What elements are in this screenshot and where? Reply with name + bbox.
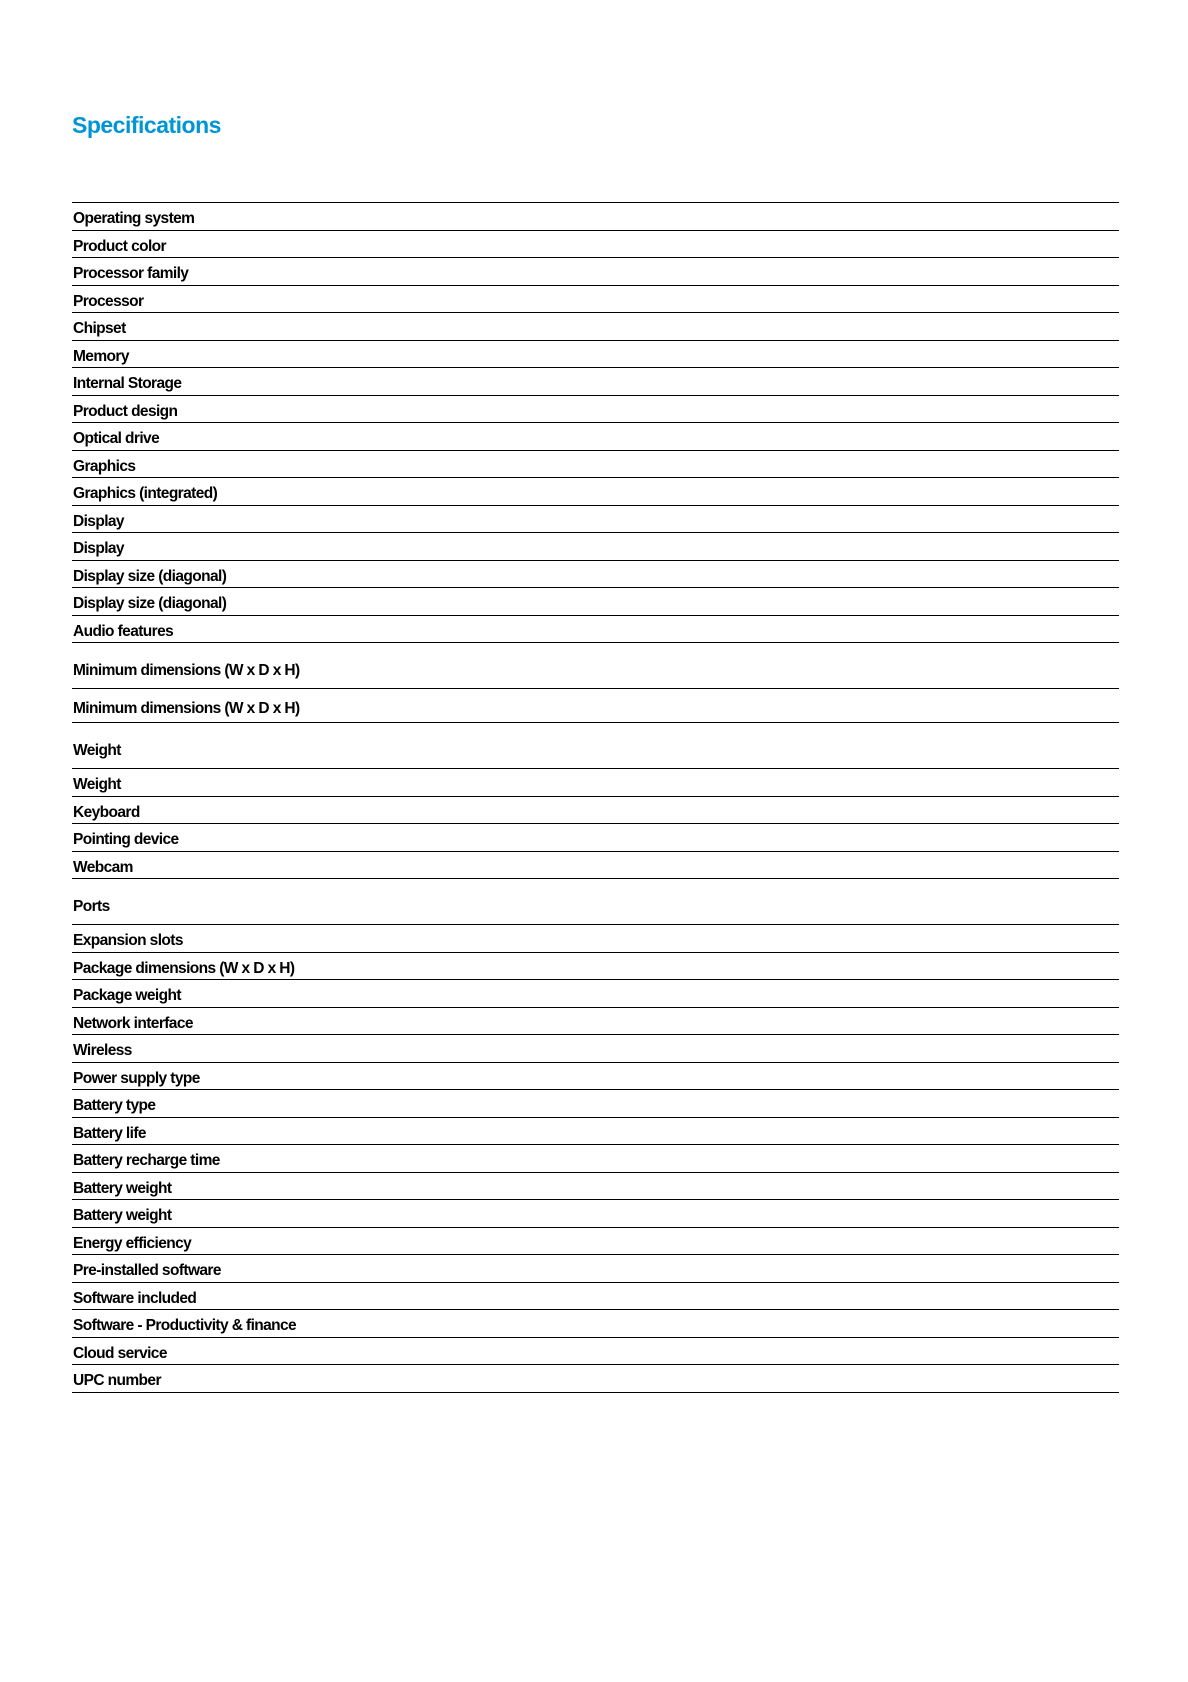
spec-row-battery-recharge-time — [72, 1145, 1119, 1173]
spec-label: Memory — [73, 347, 129, 365]
spec-label: Battery type — [73, 1097, 156, 1114]
spec-label: Battery recharge time — [73, 1152, 220, 1169]
spec-row-energy-efficiency — [72, 1228, 1119, 1256]
spec-label: UPC number — [73, 1372, 161, 1389]
spec-label: Processor family — [73, 265, 189, 282]
spec-label: Optical drive — [73, 430, 160, 447]
spec-row-audio-features — [72, 616, 1119, 644]
spec-label: Graphics — [73, 457, 136, 475]
spec-label: Pre-installed software — [73, 1262, 221, 1279]
spec-row-keyboard — [72, 797, 1119, 825]
spec-label: Package dimensions (W x D x H) — [73, 959, 295, 977]
spec-row-display-size — [72, 561, 1119, 589]
spec-row-battery-type — [72, 1090, 1119, 1118]
spec-row-ports — [72, 879, 1119, 925]
spec-row-network-interface — [72, 1008, 1119, 1036]
spec-row-internal-storage — [72, 368, 1119, 396]
spec-row-processor — [72, 286, 1119, 314]
spec-row-battery-life — [72, 1118, 1119, 1146]
spec-row-expansion-slots — [72, 925, 1119, 953]
spec-label: Processor — [73, 292, 144, 310]
spec-row-operating-system — [72, 203, 1119, 231]
spec-row-pre-installed-software — [72, 1255, 1119, 1283]
spec-row-display — [72, 506, 1119, 534]
page-title: Specifications — [72, 112, 221, 138]
spec-row-pointing-device — [72, 824, 1119, 852]
spec-label: Audio features — [73, 622, 174, 640]
spec-row-software-productivity — [72, 1310, 1119, 1338]
spec-label: Internal Storage — [73, 375, 182, 392]
spec-row-weight — [72, 769, 1119, 797]
spec-label: Weight — [73, 741, 121, 759]
spec-label: Battery weight — [73, 1179, 172, 1197]
spec-row-wireless — [72, 1035, 1119, 1063]
spec-label: Expansion slots — [73, 932, 183, 949]
spec-row-processor-family — [72, 258, 1119, 286]
spec-label: Software - Productivity & finance — [73, 1317, 297, 1334]
spec-label: Network interface — [73, 1014, 193, 1032]
spec-label: Product color — [73, 237, 166, 255]
spec-label: Weight — [73, 776, 121, 793]
spec-label: Minimum dimensions (W x D x H) — [73, 661, 300, 679]
spec-row-graphics — [72, 451, 1119, 479]
spec-label: Keyboard — [73, 803, 140, 821]
spec-label: Product design — [73, 402, 178, 420]
spec-label: Display — [73, 512, 124, 530]
spec-row-package-weight — [72, 980, 1119, 1008]
spec-row-webcam — [72, 852, 1119, 880]
spec-row-software-included — [72, 1283, 1119, 1311]
spec-label: Display size (diagonal) — [73, 567, 227, 585]
spec-row-package-dimensions — [72, 953, 1119, 981]
spec-label: Ports — [73, 897, 110, 915]
spec-table — [72, 202, 1119, 1393]
spec-row-memory — [72, 341, 1119, 369]
spec-row-power-supply-type — [72, 1063, 1119, 1091]
spec-row-battery-weight — [72, 1200, 1119, 1228]
spec-label: Graphics (integrated) — [73, 485, 218, 502]
spec-label: Webcam — [73, 858, 133, 876]
spec-row-minimum-dimensions — [72, 689, 1119, 723]
spec-row-cloud-service — [72, 1338, 1119, 1366]
spec-label: Pointing device — [73, 831, 179, 848]
spec-label: Battery life — [73, 1124, 146, 1142]
spec-label: Display — [73, 540, 124, 557]
spec-label: Operating system — [73, 210, 195, 227]
spec-label: Cloud service — [73, 1344, 167, 1362]
spec-label: Energy efficiency — [73, 1234, 192, 1252]
spec-row-display-size — [72, 588, 1119, 616]
spec-label: Package weight — [73, 987, 181, 1004]
spec-label: Wireless — [73, 1042, 132, 1059]
spec-row-graphics-integrated — [72, 478, 1119, 506]
spec-row-display — [72, 533, 1119, 561]
spec-row-product-design — [72, 396, 1119, 424]
spec-row-product-color — [72, 231, 1119, 259]
spec-row-optical-drive — [72, 423, 1119, 451]
spec-label: Power supply type — [73, 1069, 200, 1087]
spec-row-minimum-dimensions — [72, 643, 1119, 689]
spec-label: Display size (diagonal) — [73, 595, 227, 612]
spec-label: Minimum dimensions (W x D x H) — [73, 699, 300, 717]
spec-label: Battery weight — [73, 1207, 172, 1224]
spec-row-battery-weight — [72, 1173, 1119, 1201]
spec-row-chipset — [72, 313, 1119, 341]
spec-row-upc-number — [72, 1365, 1119, 1393]
spec-label: Software included — [73, 1289, 197, 1307]
spec-row-weight — [72, 723, 1119, 769]
spec-label: Chipset — [73, 320, 126, 337]
